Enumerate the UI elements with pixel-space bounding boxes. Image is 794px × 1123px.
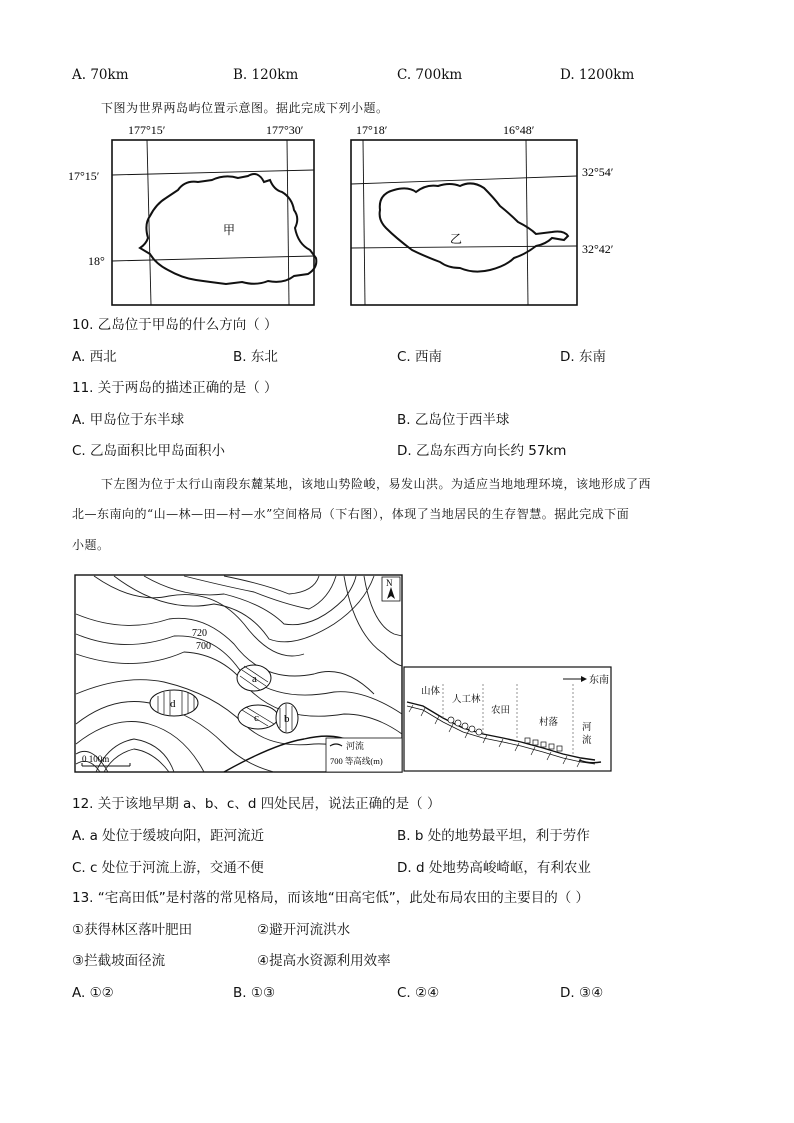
q10-option-d: D. 东南 — [560, 349, 606, 365]
contour-label-720: 720 — [192, 628, 207, 639]
q10-stem: 10. 乙岛位于甲岛的什么方向（ ） — [72, 317, 278, 333]
svg-text:N: N — [386, 578, 393, 588]
map-yi-lon2: 16°48′ — [503, 123, 535, 137]
q12-option-c: C. c 处位于河流上游，交通不便 — [72, 860, 264, 876]
map-yi-lat1: 32°54′ — [582, 165, 614, 179]
contour-map — [74, 574, 404, 774]
q13-option-b: B. ①③ — [233, 985, 276, 1001]
map-yi-lon1: 17°18′ — [356, 123, 388, 137]
map-jia-lon2: 177°30′ — [266, 123, 304, 137]
q11-option-a: A. 甲岛位于东半球 — [72, 412, 185, 428]
map-jia-label: 甲 — [223, 223, 236, 237]
q10-option-a: A. 西北 — [72, 349, 117, 365]
map-legend — [326, 738, 402, 772]
q11-option-d: D. 乙岛东西方向长约 57km — [397, 443, 567, 459]
q13-item-1: ①获得林区落叶肥田 — [72, 922, 193, 938]
q12-option-d: D. d 处地势高峻崎岖，有利农业 — [397, 860, 591, 876]
q12-option-b: B. b 处的地势最平坦，利于劳作 — [397, 828, 590, 844]
map-yi-label: 乙 — [450, 232, 463, 246]
contour-label-700: 700 — [196, 641, 211, 652]
q11-option-c: C. 乙岛面积比甲岛面积小 — [72, 443, 226, 459]
q12-option-a: A. a 处位于缓坡向阳，距河流近 — [72, 828, 265, 844]
q9-option-c: C. 700km — [397, 67, 463, 83]
q13-item-4: ④提高水资源利用效率 — [257, 953, 391, 969]
contour-label-a: a — [252, 673, 257, 685]
map-jia-lat1: 17°15′ — [68, 169, 100, 183]
intro-taihang-line2: 北—东南向的“山—林—田—村—水”空间格局（下右图），体现了当地居民的生存智慧。据此完成下面 — [72, 507, 630, 521]
q13-option-a: A. ①② — [72, 985, 114, 1001]
q13-stem: 13. “宅高田低”是村落的常见格局，而该地“田高宅低”，此处布局农田的主要目的（ ） — [72, 890, 590, 906]
q9-option-a: A. 70km — [72, 67, 129, 83]
contour-label-b: b — [284, 713, 290, 725]
q13-option-d: D. ③④ — [560, 985, 604, 1001]
svg-text:700 等高线(m): 700 等高线(m) — [330, 756, 383, 766]
profile-farmland: 农田 — [491, 706, 511, 716]
q11-stem: 11. 关于两岛的描述正确的是（ ） — [72, 380, 278, 396]
profile-direction: 东南 — [589, 675, 609, 686]
intro-taihang-line1: 下左图为位于太行山南段东麓某地，该地山势险峻，易发山洪。为适应当地地理环境，该地形成了西 — [101, 477, 652, 491]
map-jia — [68, 123, 316, 305]
q10-option-c: C. 西南 — [397, 349, 443, 365]
q9-option-b: B. 120km — [233, 67, 299, 83]
contour-label-c: c — [254, 712, 259, 724]
q11-option-b: B. 乙岛位于西半球 — [397, 412, 510, 428]
map-jia-lat2: 18° — [88, 254, 105, 268]
intro-islands: 下图为世界两岛屿位置示意图。据此完成下列小题。 — [101, 101, 389, 115]
profile-forest: 人工林 — [452, 695, 481, 705]
q13-option-c: C. ②④ — [397, 985, 440, 1001]
q13-item-3: ③拦截坡面径流 — [72, 953, 166, 969]
north-arrow — [382, 577, 400, 601]
intro-taihang-line3: 小题。 — [72, 538, 110, 552]
profile-river-2: 流 — [582, 736, 592, 746]
q9-option-d: D. 1200km — [560, 67, 635, 83]
svg-text:河流: 河流 — [346, 741, 365, 751]
profile-river-1: 河 — [582, 723, 592, 733]
contour-label-d: d — [170, 698, 176, 710]
q10-option-b: B. 东北 — [233, 349, 278, 365]
profile-mountain: 山体 — [421, 687, 441, 697]
map-yi-lat2: 32°42′ — [582, 242, 614, 256]
island-maps — [60, 118, 650, 310]
map-yi — [351, 123, 614, 305]
q12-stem: 12. 关于该地早期 a、b、c、d 四处民居，说法正确的是（ ） — [72, 796, 441, 812]
profile-village: 村落 — [539, 718, 559, 728]
q13-item-2: ②避开河流洪水 — [257, 922, 351, 938]
map-jia-lon1: 177°15′ — [128, 123, 166, 137]
profile-diagram — [403, 666, 613, 774]
svg-text:0 100m: 0 100m — [82, 754, 110, 764]
